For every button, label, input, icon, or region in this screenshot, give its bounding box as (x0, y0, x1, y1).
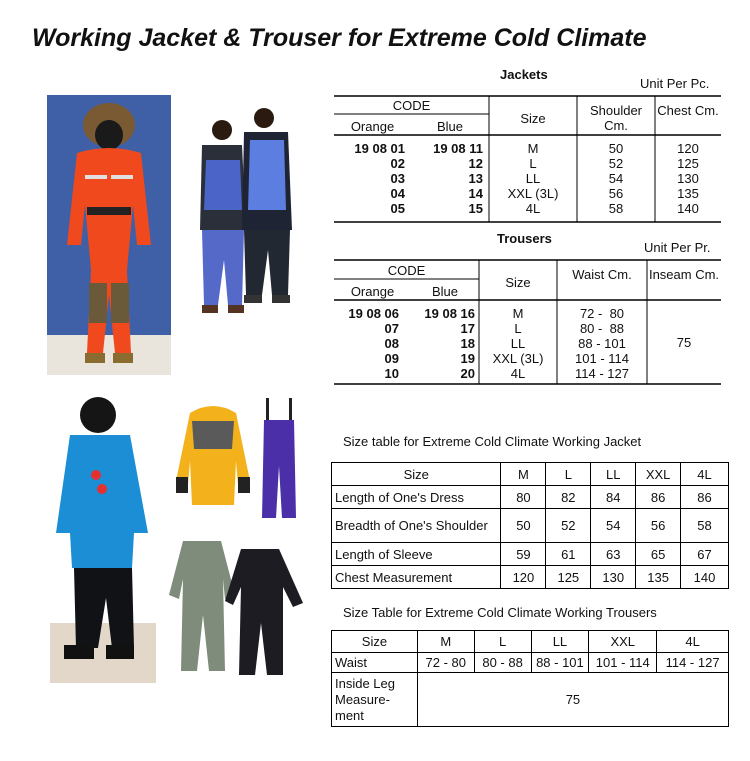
jacket-size-header-cell: LL (591, 463, 636, 486)
jackets-cell-shoulder: 58 (608, 201, 624, 216)
jackets-cell-blue: 13 (468, 171, 483, 186)
jackets-cell-shoulder: 56 (608, 186, 624, 201)
jacket-size-row (332, 566, 729, 589)
jacket-size-cell: 125 (546, 566, 591, 589)
jacket-size-header-row (332, 463, 729, 486)
jackets-size-header: Size (520, 111, 546, 126)
purple-bib-overall-photo (258, 396, 300, 521)
trousers-cell-blue: 18 (460, 336, 475, 351)
jackets-cell-shoulder: 52 (608, 156, 624, 171)
trouser-waist-m: 72 - 80 (417, 653, 474, 673)
trousers-cell-size: XXL (3L) (492, 351, 544, 366)
jacket-size-cell: 130 (591, 566, 636, 589)
jackets-unit: Unit Per Pc. (640, 76, 710, 91)
jackets-cell-orange: 05 (390, 201, 405, 216)
trousers-cell-waist: 101 - 114 (575, 351, 629, 366)
jacket-size-table-heading: Size table for Extreme Cold Climate Working Jacket (343, 434, 642, 449)
jackets-cell-blue: 15 (468, 201, 483, 216)
jackets-cell-chest: 135 (677, 186, 699, 201)
trousers-cell-waist: 88 - 101 (578, 336, 626, 351)
jacket-size-cell: 80 (501, 486, 546, 509)
trousers-cell-waist: 80 - 88 (579, 321, 625, 336)
jacket-size-cell: 54 (591, 509, 636, 543)
jacket-size-cell: 84 (591, 486, 636, 509)
trouser-size-col-xxl: XXL (589, 631, 657, 653)
trouser-size-col-ll: LL (531, 631, 589, 653)
insulated-coveralls-photo (165, 533, 310, 678)
trousers-cell-size: LL (510, 336, 526, 351)
trousers-cell-orange: 08 (384, 336, 399, 351)
jackets-cell-chest: 140 (677, 201, 699, 216)
trousers-cell-orange: 07 (384, 321, 399, 336)
jackets-cell-shoulder: 50 (608, 141, 624, 156)
trousers-cell-waist: 72 - 80 (579, 306, 625, 321)
trouser-size-label: Size (332, 631, 418, 653)
trousers-cell-size: M (512, 306, 524, 321)
trousers-cell-waist: 114 - 127 (575, 366, 629, 381)
jacket-size-header-cell: 4L (681, 463, 729, 486)
trousers-waist-header: Waist Cm. (572, 267, 632, 282)
jackets-orange-header: Orange (350, 119, 395, 134)
trouser-inside-leg-row (332, 673, 729, 727)
jacket-size-header-cell: M (501, 463, 546, 486)
jacket-size-cell: 135 (636, 566, 681, 589)
jacket-size-table (331, 462, 729, 589)
jackets-cell-orange: 19 08 01 (354, 141, 405, 156)
jacket-size-row-label: Breadth of One's Shoulder (332, 509, 501, 543)
jackets-cell-chest: 120 (677, 141, 699, 156)
trousers-heading: Trousers (497, 231, 552, 246)
jackets-cell-blue: 14 (468, 186, 483, 201)
trousers-cell-orange: 09 (384, 351, 399, 366)
jacket-size-row (332, 486, 729, 509)
jacket-size-cell: 82 (546, 486, 591, 509)
jacket-size-cell: 56 (636, 509, 681, 543)
trousers-unit: Unit Per Pr. (644, 240, 711, 255)
jackets-cell-size: L (529, 156, 537, 171)
trousers-orange-header: Orange (350, 284, 395, 299)
jackets-cell-chest: 130 (677, 171, 699, 186)
yellow-down-jacket-photo (170, 401, 256, 511)
jacket-size-row (332, 509, 729, 543)
trouser-waist-xxl: 101 - 114 (589, 653, 657, 673)
trouser-size-col-4l: 4L (657, 631, 729, 653)
jackets-blue-header: Blue (436, 119, 464, 134)
jacket-size-cell: 63 (591, 543, 636, 566)
jacket-size-header-cell: XXL (636, 463, 681, 486)
trouser-waist-4l: 114 - 127 (657, 653, 729, 673)
trousers-cell-size: L (514, 321, 522, 336)
jacket-size-cell: 59 (501, 543, 546, 566)
trousers-blue-header: Blue (431, 284, 459, 299)
jacket-size-cell: 50 (501, 509, 546, 543)
jacket-size-cell: 67 (681, 543, 729, 566)
jacket-size-row (332, 543, 729, 566)
jackets-heading: Jackets (500, 67, 548, 82)
jacket-size-cell: 58 (681, 509, 729, 543)
jacket-size-row-label: Length of Sleeve (332, 543, 501, 566)
jackets-cell-size: XXL (3L) (507, 186, 559, 201)
jackets-chest-header: Chest Cm. (657, 103, 719, 118)
trouser-size-table-heading: Size Table for Extreme Cold Climate Working Trousers (343, 605, 657, 620)
jackets-cell-size: 4L (525, 201, 541, 216)
jacket-size-cell: 86 (681, 486, 729, 509)
trouser-waist-l: 80 - 88 (474, 653, 531, 673)
jackets-cell-shoulder: 54 (608, 171, 624, 186)
jackets-cell-orange: 02 (390, 156, 405, 171)
trousers-cell-blue: 19 08 16 (424, 306, 475, 321)
trouser-waist-row (332, 653, 729, 673)
trousers-cell-orange: 19 08 06 (348, 306, 399, 321)
trousers-code-header: CODE (387, 263, 426, 278)
trousers-cell-blue: 17 (460, 321, 475, 336)
trousers-cell-blue: 20 (460, 366, 475, 381)
jackets-cell-orange: 04 (390, 186, 405, 201)
trousers-cell-orange: 10 (384, 366, 399, 381)
jacket-size-cell: 120 (501, 566, 546, 589)
trousers-cell-blue: 19 (460, 351, 475, 366)
trousers-cell-size: 4L (510, 366, 526, 381)
jacket-size-cell: 140 (681, 566, 729, 589)
jacket-size-cell: 61 (546, 543, 591, 566)
trouser-waist-ll: 88 - 101 (531, 653, 589, 673)
trousers-inseam-header: Inseam Cm. (648, 267, 720, 282)
blue-suit-pair-photo (184, 100, 302, 325)
jacket-size-cell: 86 (636, 486, 681, 509)
jacket-size-cell: 65 (636, 543, 681, 566)
trouser-inside-leg-label: Inside Leg Measure- ment (332, 673, 418, 727)
jacket-size-cell: 52 (546, 509, 591, 543)
jackets-cell-chest: 125 (677, 156, 699, 171)
trousers-size-header: Size (505, 275, 531, 290)
jackets-cell-orange: 03 (390, 171, 405, 186)
trouser-size-table (331, 630, 729, 727)
jackets-cell-size: M (527, 141, 539, 156)
jackets-cell-blue: 12 (468, 156, 483, 171)
blue-parka-photo (50, 393, 156, 683)
jacket-size-header-cell: L (546, 463, 591, 486)
jacket-size-header-cell: Size (332, 463, 501, 486)
jacket-size-row-label: Length of One's Dress (332, 486, 501, 509)
trouser-waist-label: Waist (332, 653, 418, 673)
trouser-size-header-row (332, 631, 729, 653)
jacket-size-row-label: Chest Measurement (332, 566, 501, 589)
trouser-size-col-m: M (417, 631, 474, 653)
jackets-shoulder-header: Shoulder Cm. (589, 103, 643, 133)
orange-suit-photo (47, 95, 171, 375)
trouser-size-col-l: L (474, 631, 531, 653)
jackets-code-header: CODE (392, 98, 431, 113)
jackets-cell-blue: 19 08 11 (433, 141, 483, 156)
jackets-cell-size: LL (525, 171, 541, 186)
trouser-inside-leg-value: 75 (417, 673, 728, 727)
page-title: Working Jacket & Trouser for Extreme Cold Climate (32, 24, 647, 52)
trousers-inseam-value: 75 (676, 335, 692, 350)
